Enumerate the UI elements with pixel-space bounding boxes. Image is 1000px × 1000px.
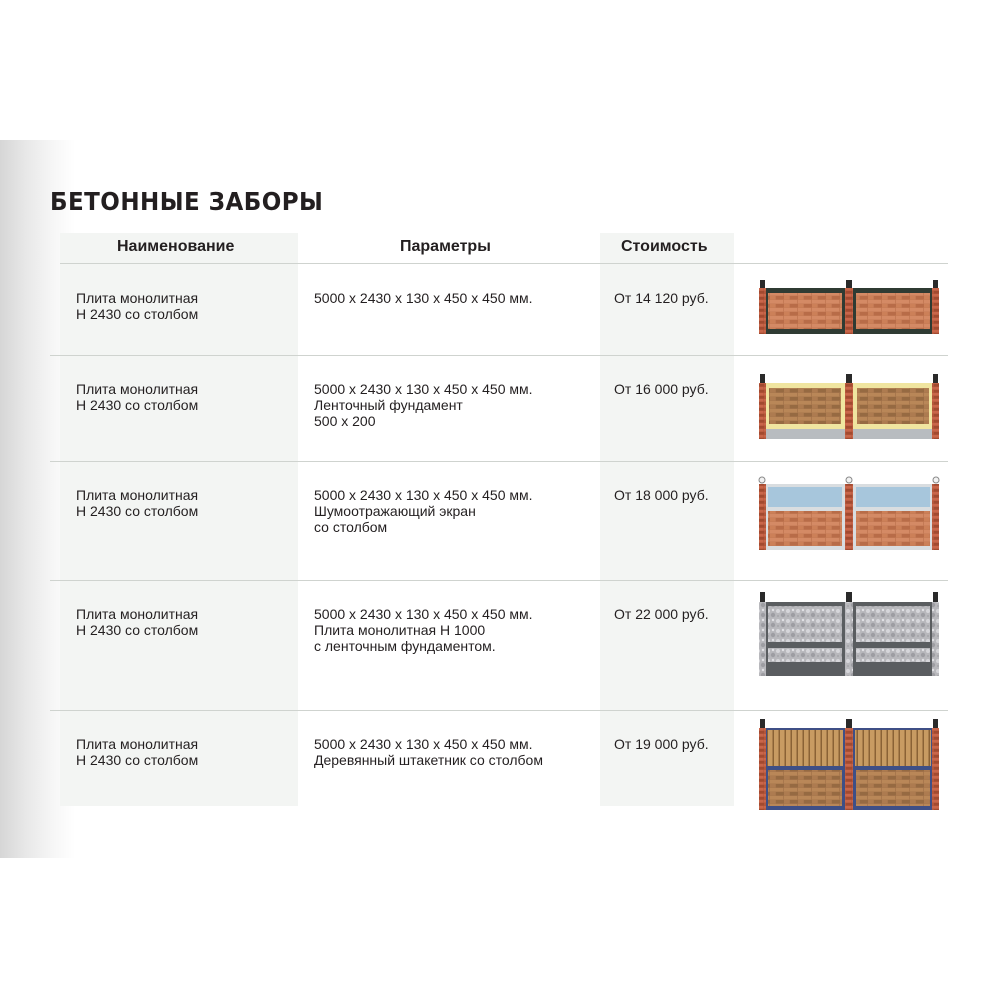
- row-2-name: [76, 381, 198, 413]
- name-line: Н 2430 со столбом: [76, 752, 199, 768]
- params-line: Ленточный фундамент: [314, 397, 463, 413]
- row-divider: [50, 710, 948, 711]
- name-line: Н 2430 со столбом: [76, 503, 199, 519]
- fence-pillar: [932, 602, 939, 676]
- fence-pillar: [932, 728, 939, 810]
- name-line: Плита монолитная: [76, 381, 199, 397]
- fence-panel: [768, 606, 842, 642]
- params-line: со столбом: [314, 519, 388, 535]
- params-line: Деревянный штакетник со столбом: [314, 752, 543, 768]
- row-divider: [50, 580, 948, 581]
- fence-pillar: [845, 602, 853, 676]
- row-3-params: [314, 487, 533, 535]
- fence-lower-panel: [856, 648, 930, 662]
- name-line: Плита монолитная: [76, 736, 199, 752]
- fence-pillar: [759, 728, 766, 810]
- fence-pillar: [845, 383, 853, 439]
- fence-panel: [856, 511, 930, 546]
- fence-panel: [768, 511, 842, 546]
- fence-pillar: [932, 288, 939, 334]
- fence-brick-wooden-picket-image: [756, 716, 942, 812]
- fence-panel: [768, 293, 842, 329]
- row-1-price: От 14 120 руб.: [614, 290, 709, 306]
- header-divider: [60, 263, 948, 264]
- params-line: Плита монолитная Н 1000: [314, 622, 486, 638]
- name-line: Н 2430 со столбом: [76, 397, 199, 413]
- row-4-params: [314, 606, 533, 654]
- name-line: Плита монолитная: [76, 487, 199, 503]
- lantern-icons: [760, 280, 938, 288]
- fence-panel: [857, 388, 929, 424]
- name-line: Н 2430 со столбом: [76, 622, 199, 638]
- row-3-name: [76, 487, 198, 519]
- fence-brick-yellow-frame-foundation-image: [756, 369, 942, 441]
- header-params: Параметры: [400, 238, 491, 255]
- fence-pillar: [759, 288, 766, 334]
- noise-screen-panel: [856, 487, 930, 507]
- fence-brick-dark-frame-image: [756, 276, 942, 336]
- row-5-name: [76, 736, 198, 768]
- params-line: 5000 х 2430 х 130 х 450 х 450 мм.: [314, 606, 533, 622]
- fence-brick-noise-screen-image: [756, 474, 942, 552]
- fence-pillar: [845, 728, 853, 810]
- row-divider: [50, 461, 948, 462]
- wooden-picket-panel: [855, 730, 931, 766]
- params-line: Шумоотражающий экран: [314, 503, 476, 519]
- fence-panel: [768, 770, 842, 806]
- fence-pillar: [759, 383, 766, 439]
- fence-panel: [856, 293, 930, 329]
- row-4-name: [76, 606, 198, 638]
- fence-panel: [856, 770, 930, 806]
- lantern-icons: [760, 374, 938, 383]
- row-1-name: [76, 290, 198, 322]
- fence-pillar: [845, 288, 853, 334]
- fence-panel: [856, 606, 930, 642]
- lantern-icons: [760, 592, 938, 602]
- row-3-price: От 18 000 руб.: [614, 487, 709, 503]
- price-column-background: [600, 233, 734, 806]
- row-2-params: [314, 381, 533, 429]
- params-line: 5000 х 2430 х 130 х 450 х 450 мм.: [314, 381, 533, 397]
- params-line: 500 х 200: [314, 413, 376, 429]
- fence-stone-grey-frame-image: [756, 588, 942, 678]
- header-name: Наименование: [117, 238, 235, 255]
- fence-pillar: [932, 484, 939, 550]
- row-divider: [50, 355, 948, 356]
- row-2-price: От 16 000 руб.: [614, 381, 709, 397]
- lantern-icons: [759, 477, 939, 483]
- fence-lower-panel: [768, 648, 842, 662]
- fence-pillar: [932, 383, 939, 439]
- fence-pillar: [759, 602, 766, 676]
- noise-screen-panel: [768, 487, 842, 507]
- fence-pillar: [845, 484, 853, 550]
- name-line: Н 2430 со столбом: [76, 306, 199, 322]
- page-title: БЕТОННЫЕ ЗАБОРЫ: [50, 187, 324, 216]
- fence-pillar: [759, 484, 766, 550]
- params-line: 5000 х 2430 х 130 х 450 х 450 мм.: [314, 736, 533, 752]
- params-line: с ленточным фундаментом.: [314, 638, 496, 654]
- row-5-params: [314, 736, 543, 768]
- name-line: Плита монолитная: [76, 290, 199, 306]
- lantern-icons: [760, 719, 938, 728]
- row-4-price: От 22 000 руб.: [614, 606, 709, 622]
- name-line: Плита монолитная: [76, 606, 199, 622]
- row-5-price: От 19 000 руб.: [614, 736, 709, 752]
- params-line: 5000 х 2430 х 130 х 450 х 450 мм.: [314, 487, 533, 503]
- fence-panel: [769, 388, 841, 424]
- wooden-picket-panel: [767, 730, 843, 766]
- header-price: Стоимость: [621, 238, 708, 255]
- params-line: 5000 х 2430 х 130 х 450 х 450 мм.: [314, 290, 533, 306]
- row-1-params: [314, 290, 533, 306]
